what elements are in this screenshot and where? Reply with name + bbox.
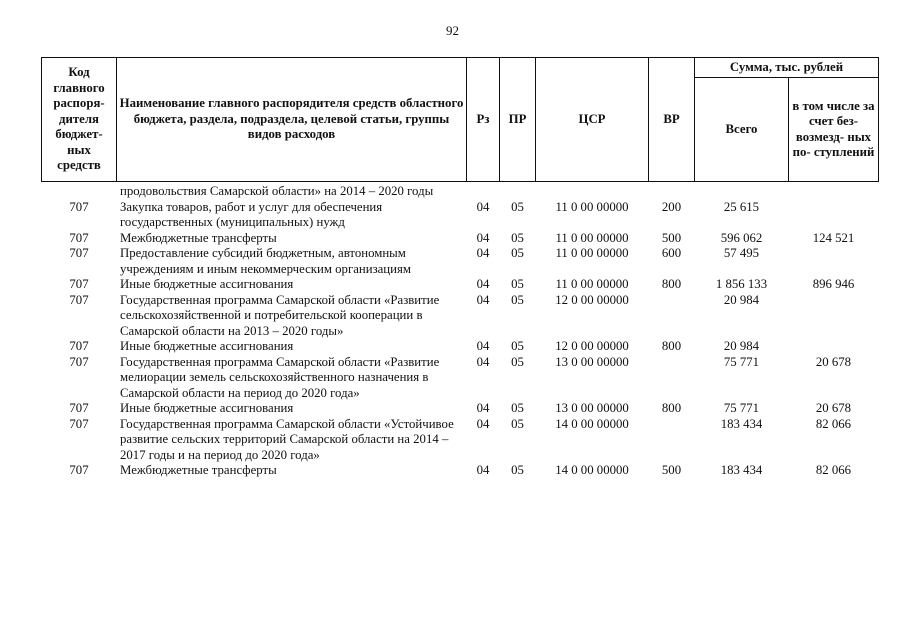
row-code: 707 — [69, 354, 89, 369]
row-rz: 04 — [476, 230, 490, 245]
row-name: Межбюджетные трансферты — [120, 463, 277, 477]
page-number: 92 — [446, 23, 459, 38]
row-name: продовольствия Самарской области» на 2014 – 2020 годы — [120, 184, 434, 198]
row-vr — [649, 293, 695, 340]
row-csr: 13 0 00 00000 — [555, 401, 629, 415]
row-incl: 82 066 — [815, 463, 852, 477]
table-row — [42, 463, 879, 479]
row-vr: 200 — [661, 199, 682, 214]
row-code: 707 — [69, 246, 89, 260]
row-incl: 124 521 — [812, 230, 855, 245]
row-name: Иные бюджетные ассигнования — [120, 277, 294, 291]
row-pr: 05 — [511, 463, 524, 477]
table-row — [42, 231, 879, 247]
row-incl — [789, 182, 879, 200]
row-total — [695, 182, 789, 200]
row-total: 596 062 — [720, 230, 763, 245]
table-row — [42, 182, 879, 200]
row-rz: 04 — [476, 292, 490, 307]
row-rz: 04 — [476, 401, 490, 415]
row-incl — [789, 339, 879, 355]
row-code: 707 — [69, 339, 89, 353]
row-csr: 11 0 00 00000 — [555, 277, 629, 291]
row-name: Государственная программа Самарской области «Развитие мелиорации земель сельскохозяйственного назначения в Самарской области на период до 2020 года» — [120, 354, 440, 400]
row-pr: 05 — [511, 277, 524, 291]
table-row — [42, 401, 879, 417]
table-row — [42, 200, 879, 231]
header-rz: Рз — [467, 58, 500, 182]
row-code — [42, 182, 117, 200]
header-sum: Сумма, тыс. рублей — [695, 58, 879, 78]
row-rz — [467, 182, 500, 200]
row-total: 20 984 — [723, 339, 760, 353]
row-rz: 04 — [476, 354, 490, 369]
row-vr: 800 — [661, 401, 682, 415]
row-pr: 05 — [511, 230, 524, 245]
row-code: 707 — [69, 292, 89, 307]
row-code: 707 — [69, 277, 89, 291]
table-row — [42, 417, 879, 464]
row-csr: 11 0 00 00000 — [555, 246, 629, 260]
row-rz: 04 — [476, 339, 490, 353]
row-name: Иные бюджетные ассигнования — [120, 401, 294, 415]
table-row — [42, 355, 879, 402]
row-name: Иные бюджетные ассигнования — [120, 339, 294, 353]
row-csr: 14 0 00 00000 — [555, 416, 629, 431]
row-total: 25 615 — [723, 199, 760, 214]
row-total: 75 771 — [723, 354, 760, 369]
row-code: 707 — [69, 199, 89, 214]
table-row — [42, 246, 879, 277]
row-rz: 04 — [476, 246, 490, 260]
table-row — [42, 293, 879, 340]
row-csr: 11 0 00 00000 — [555, 230, 629, 245]
row-pr: 05 — [511, 246, 524, 260]
row-vr: 800 — [661, 277, 682, 291]
header-vr: ВР — [649, 58, 695, 182]
row-total: 57 495 — [723, 246, 760, 260]
row-vr: 800 — [661, 339, 682, 353]
row-total: 183 434 — [720, 416, 763, 431]
row-vr: 500 — [661, 463, 682, 477]
row-vr: 500 — [661, 230, 682, 245]
row-vr — [649, 417, 695, 464]
header-pr: ПР — [500, 58, 536, 182]
row-incl — [789, 200, 879, 231]
row-pr: 05 — [511, 339, 524, 353]
budget-table — [41, 57, 879, 479]
row-pr — [500, 182, 536, 200]
row-vr — [649, 182, 695, 200]
row-csr: 11 0 00 00000 — [555, 199, 629, 214]
header-code: Код главного распоря- дителя бюджет- ных средств — [42, 58, 117, 182]
row-code: 707 — [69, 401, 89, 415]
row-total: 75 771 — [723, 401, 760, 415]
row-pr: 05 — [511, 401, 524, 415]
header-name: Наименование главного распорядителя средств областного бюджета, раздела, подраздела, целевой статьи, группы видов расходов — [117, 58, 467, 182]
row-incl — [789, 293, 879, 340]
row-incl: 20 678 — [815, 354, 852, 369]
row-pr: 05 — [511, 354, 524, 369]
row-pr: 05 — [511, 199, 524, 214]
row-name: Закупка товаров, работ и услуг для обеспечения государственных (муниципальных) нужд — [120, 199, 383, 229]
row-csr: 12 0 00 00000 — [555, 339, 629, 353]
row-pr: 05 — [511, 292, 524, 307]
row-code: 707 — [69, 416, 89, 431]
row-csr: 12 0 00 00000 — [555, 292, 629, 307]
row-rz: 04 — [476, 416, 490, 431]
header-incl: в том числе за счет без- возмезд- ных по- ступлений — [789, 78, 879, 182]
row-pr: 05 — [511, 416, 524, 431]
row-total: 20 984 — [723, 292, 760, 307]
row-name: Государственная программа Самарской области «Устойчивое развитие сельских территорий Самарской области на 2014 – 2017 годы и на период до 2020 года» — [120, 416, 454, 462]
table-row — [42, 339, 879, 355]
row-name: Межбюджетные трансферты — [120, 230, 277, 245]
row-code: 707 — [69, 230, 89, 245]
header-total: Всего — [695, 78, 789, 182]
row-total: 1 856 133 — [715, 277, 768, 291]
row-csr: 13 0 00 00000 — [555, 354, 629, 369]
row-code: 707 — [69, 463, 89, 477]
header-csr: ЦСР — [536, 58, 649, 182]
table-row — [42, 277, 879, 293]
row-name: Предоставление субсидий бюджетным, автономным учреждениям и иным некоммерческим организациям — [120, 246, 411, 276]
row-incl: 82 066 — [815, 416, 852, 431]
row-rz: 04 — [476, 199, 490, 214]
row-rz: 04 — [476, 463, 490, 477]
row-incl: 20 678 — [815, 401, 852, 415]
row-incl — [789, 246, 879, 277]
row-vr: 600 — [661, 246, 682, 260]
row-incl: 896 946 — [812, 277, 855, 291]
row-total: 183 434 — [720, 463, 763, 477]
row-rz: 04 — [476, 277, 490, 291]
row-name: Государственная программа Самарской области «Развитие сельскохозяйственной и потребительской кооперации в Самарской области на 2013 – 2020 годы» — [120, 292, 440, 338]
row-csr — [536, 182, 649, 200]
row-csr: 14 0 00 00000 — [555, 463, 629, 477]
row-vr — [649, 355, 695, 402]
